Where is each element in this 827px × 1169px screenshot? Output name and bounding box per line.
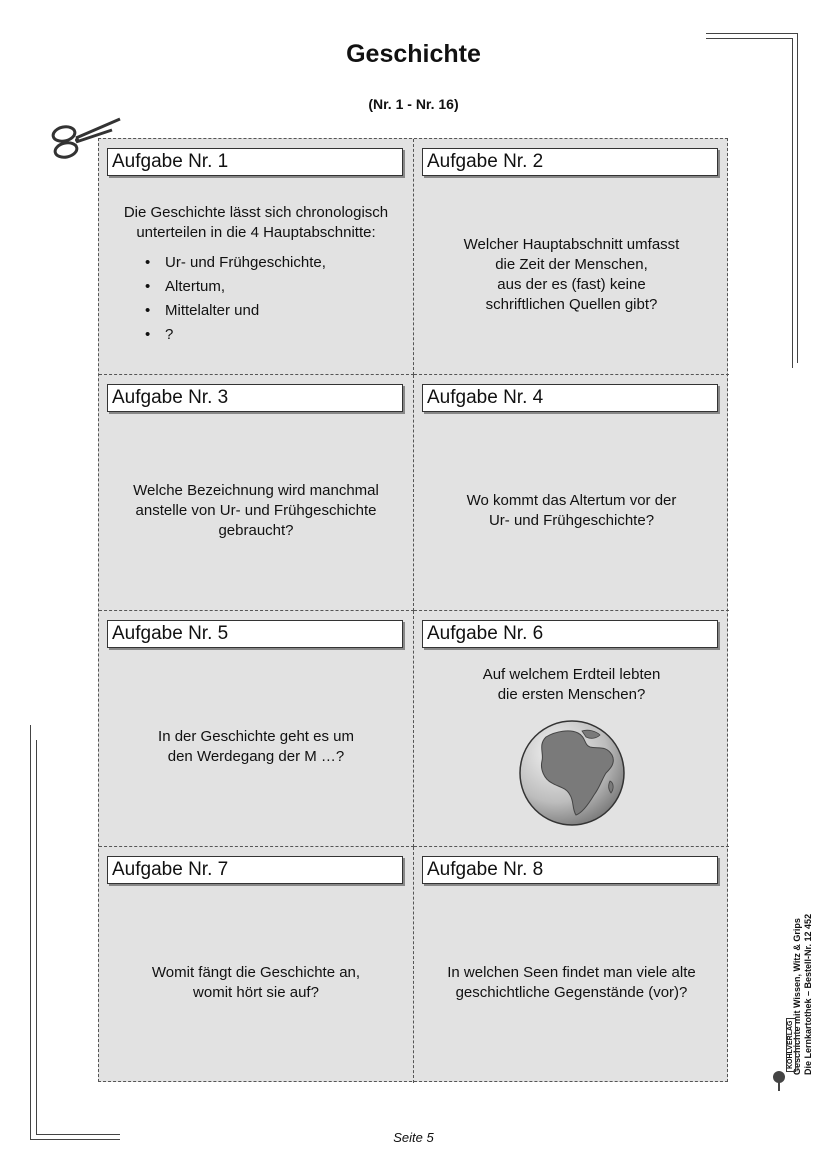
frame-line-top-right: [706, 33, 798, 34]
imprint-line: Die Lernkartothek – Bestell-Nr. 12 452: [803, 913, 813, 1075]
card-label: Aufgabe Nr. 4: [422, 384, 718, 412]
question-line: Welcher Hauptabschnitt umfasst: [463, 235, 680, 253]
card-6: [414, 611, 729, 847]
question-line: womit hört sie auf?: [193, 984, 319, 1001]
question-line: aus der es (fast) keine: [497, 275, 646, 293]
card-question: [420, 887, 723, 1079]
tree-logo-icon: [772, 1070, 786, 1092]
frame-line-left: [30, 725, 31, 1140]
card-7: [99, 847, 414, 1083]
card-question: [105, 651, 407, 842]
question-line: Womit fängt die Geschichte an,: [151, 964, 361, 981]
imprint-line: Geschichte mit Wissen, Witz & Grips: [792, 918, 802, 1075]
publisher-logo: KOHLVERLAG: [786, 1018, 796, 1072]
card-grid: [98, 138, 728, 1082]
question-line: geschichtliche Gegenstände (vor)?: [455, 984, 688, 1001]
page-title: Geschichte: [346, 40, 481, 68]
card-question: [420, 179, 723, 370]
card-1: [99, 139, 414, 375]
page-number: Seite 5: [393, 1130, 434, 1145]
frame-line-right: [792, 38, 793, 368]
list-item: • ?: [145, 323, 326, 347]
question-line: gebraucht?: [218, 521, 294, 539]
globe-icon: [516, 717, 628, 829]
question-line: unterteilen in die 4 Hauptabschnitte:: [136, 223, 376, 241]
card-label: Aufgabe Nr. 5: [107, 620, 403, 648]
question-line: Auf welchem Erdteil lebten: [482, 665, 661, 683]
card-8: [414, 847, 729, 1083]
bullet-list: [105, 251, 326, 347]
card-3: [99, 375, 414, 611]
card-5: [99, 611, 414, 847]
card-label: Aufgabe Nr. 2: [422, 148, 718, 176]
card-label: Aufgabe Nr. 7: [107, 856, 403, 884]
list-item: • Ur- und Frühgeschichte,: [145, 251, 326, 275]
question-line: In der Geschichte geht es um: [158, 727, 354, 745]
frame-line-top-right: [706, 38, 792, 39]
question-line: die ersten Menschen?: [497, 685, 646, 703]
list-item: • Mittelalter und: [145, 299, 326, 323]
question-line: Die Geschichte lässt sich chronologisch: [123, 203, 389, 221]
card-label: Aufgabe Nr. 8: [422, 856, 718, 884]
question-line: den Werdegang der M …?: [167, 747, 345, 765]
question-line: schriftlichen Quellen gibt?: [485, 295, 658, 313]
page-subtitle: (Nr. 1 - Nr. 16): [368, 96, 459, 112]
card-question: [420, 415, 723, 606]
card-label: Aufgabe Nr. 1: [107, 148, 403, 176]
list-item: • Altertum,: [145, 275, 326, 299]
card-question: [105, 179, 407, 370]
card-question: [420, 651, 723, 842]
card-question: [105, 887, 407, 1079]
question-line: In welchen Seen findet man viele alte: [447, 964, 696, 981]
question-line: die Zeit der Menschen,: [495, 255, 648, 273]
card-2: [414, 139, 729, 375]
question-line: Welche Bezeichnung wird manchmal: [133, 481, 379, 499]
card-label: Aufgabe Nr. 6: [422, 620, 718, 648]
frame-line-right: [797, 33, 798, 363]
question-line: Wo kommt das Altertum vor der: [466, 491, 677, 509]
question-line: anstelle von Ur- und Frühgeschichte: [135, 501, 377, 519]
frame-line-left: [36, 740, 37, 1134]
card-label: Aufgabe Nr. 3: [107, 384, 403, 412]
question-line: Ur- und Frühgeschichte?: [488, 511, 655, 529]
card-4: [414, 375, 729, 611]
card-question: [105, 415, 407, 606]
